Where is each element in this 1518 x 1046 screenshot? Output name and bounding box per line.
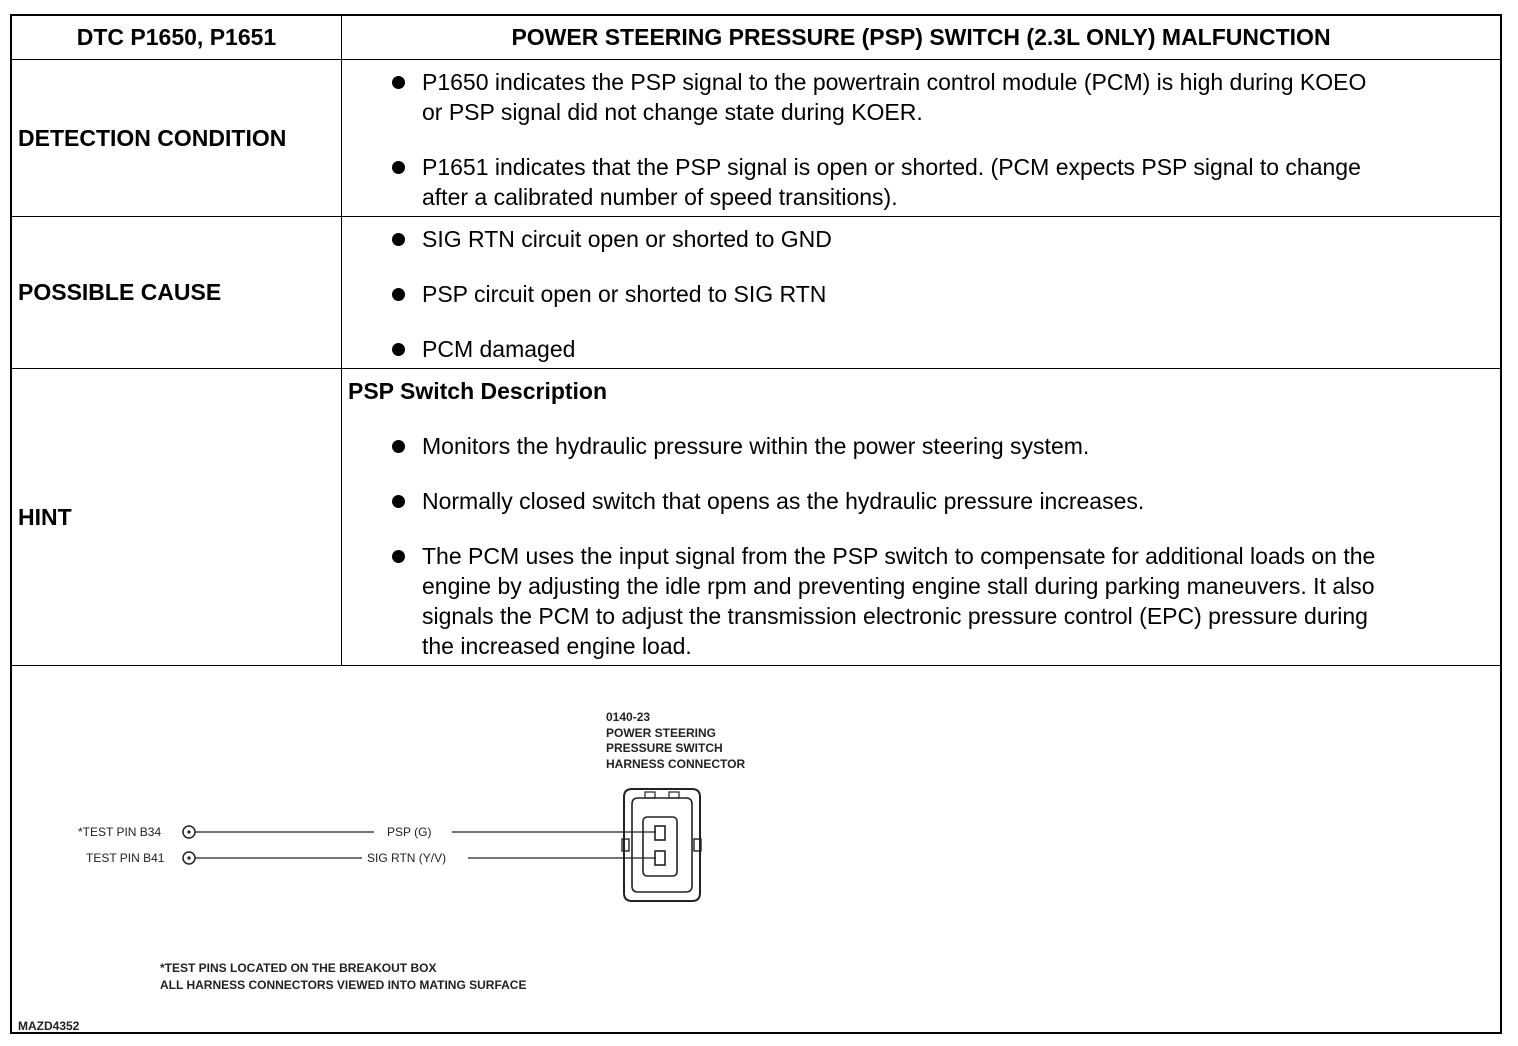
detection-label: DETECTION CONDITION: [12, 60, 342, 216]
detection-bullet-2-line-1: P1651 indicates that the PSP signal is open or shorted. (PCM expects PSP signal to change: [422, 154, 1361, 180]
hint-row: [12, 369, 1500, 666]
hint-bullet: [392, 541, 1518, 661]
connector-name-line: PRESSURE SWITCH: [606, 741, 723, 755]
detection-bullet-1: [392, 67, 1472, 127]
bullet-dot-icon: [392, 343, 405, 356]
bullet-dot-icon: [392, 495, 405, 508]
test-pin-b41-icon: [183, 852, 195, 864]
figure-id: MAZD4352: [18, 1019, 80, 1033]
dtc-title: POWER STEERING PRESSURE (PSP) SWITCH (2.3L ONLY) MALFUNCTION: [511, 24, 1331, 50]
connector-name-line: HARNESS CONNECTOR: [606, 756, 746, 771]
psp-wire-label: PSP (G): [387, 825, 432, 839]
hint-bullet: [392, 486, 1472, 516]
detection-bullet-2: [392, 152, 1472, 212]
sig-rtn-wire-label: SIG RTN (Y/V): [367, 851, 447, 865]
hint-bullet-line: the increased engine load.: [422, 633, 692, 659]
detection-bullet-1-line-1: P1650 indicates the PSP signal to the powertrain control module (PCM) is high during KOEO: [422, 69, 1367, 95]
hint-bullet-line: The PCM uses the input signal from the PSP switch to compensate for additional loads on the: [422, 543, 1376, 569]
hint-bullet: [392, 431, 1472, 461]
header-row: [12, 16, 1500, 60]
cause-content: [342, 217, 1500, 368]
cause-label: POSSIBLE CAUSE: [12, 217, 342, 368]
dtc-table: [10, 14, 1502, 1034]
cause-bullet-text: SIG RTN circuit open or shorted to GND: [422, 226, 832, 252]
hint-bullet-line: engine by adjusting the idle rpm and preventing engine stall during parking maneuvers. It also: [422, 573, 1375, 599]
cause-bullet-text: PSP circuit open or shorted to SIG RTN: [422, 281, 827, 307]
test-pin-b41-label: TEST PIN B41: [86, 851, 165, 865]
hint-subtitle: PSP Switch Description: [348, 378, 608, 404]
cause-bullet-text: PCM damaged: [422, 336, 576, 362]
hint-bullet-line: Normally closed switch that opens as the hydraulic pressure increases.: [422, 488, 1145, 514]
diagram-note: [160, 960, 526, 994]
connector-code: 0140-23: [606, 710, 651, 724]
test-pin-b34-label: *TEST PIN B34: [78, 825, 162, 839]
wiring-diagram: [12, 666, 1500, 1032]
bullet-dot-icon: [392, 440, 405, 453]
hint-label: HINT: [12, 369, 342, 665]
hint-bullet-line: signals the PCM to adjust the transmission electronic pressure control (EPC) pressure during: [422, 603, 1368, 629]
bullet-dot-icon: [392, 288, 405, 301]
harness-connector-icon: [622, 789, 701, 901]
connector-name-line: POWER STEERING: [606, 725, 717, 740]
cause-row: [12, 217, 1500, 369]
test-pin-b34-icon: [183, 826, 195, 838]
cause-bullet: [392, 224, 1472, 254]
bullet-dot-icon: [392, 233, 405, 246]
bullet-dot-icon: [392, 550, 405, 563]
detection-row: [12, 60, 1500, 217]
bullet-dot-icon: [392, 76, 405, 89]
detection-bullet-2-line-2: after a calibrated number of speed transitions).: [422, 184, 898, 210]
diagram-note-line: ALL HARNESS CONNECTORS VIEWED INTO MATING SURFACE: [160, 978, 527, 992]
detection-bullet-1-line-2: or PSP signal did not change state during KOER.: [422, 99, 923, 125]
cause-bullet: [392, 334, 1472, 364]
hint-content: [342, 369, 1500, 665]
diagram-note-line: *TEST PINS LOCATED ON THE BREAKOUT BOX: [160, 961, 437, 975]
detection-content: [342, 60, 1500, 216]
bullet-dot-icon: [392, 161, 405, 174]
cause-bullet: [392, 279, 1472, 309]
hint-bullet-line: Monitors the hydraulic pressure within the power steering system.: [422, 433, 1090, 459]
dtc-code: DTC P1650, P1651: [12, 16, 342, 59]
